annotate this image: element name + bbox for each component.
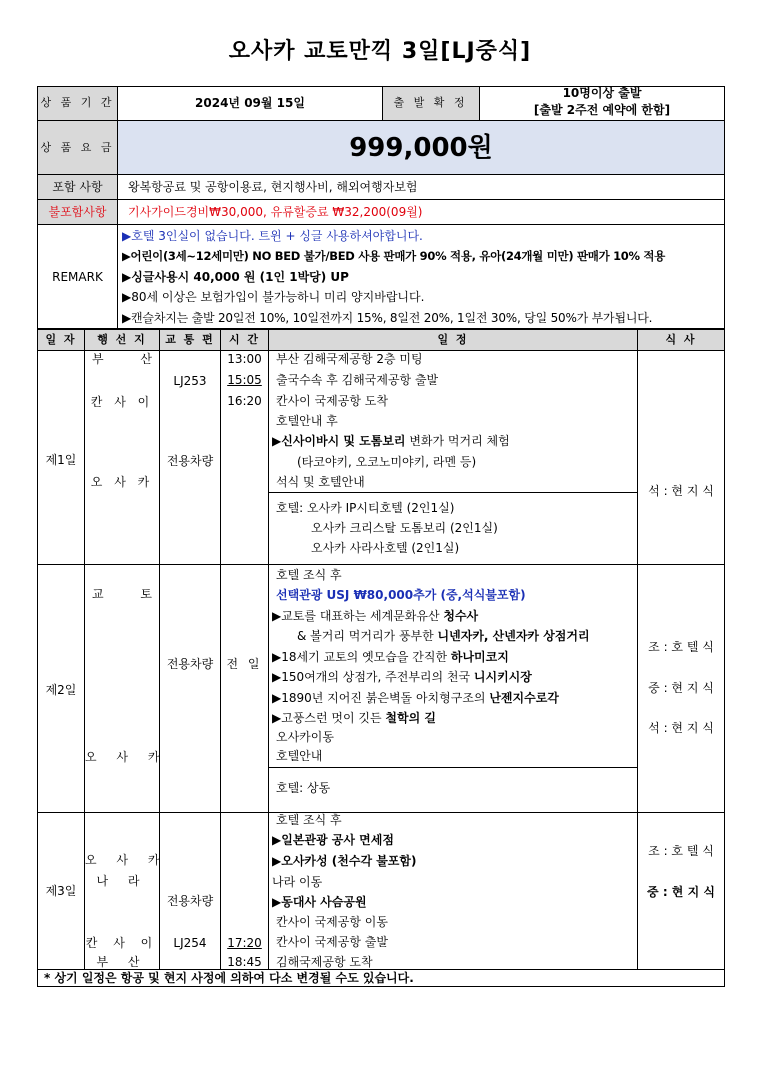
day1-line6: (타코야키, 오코노미야키, 라멘 등) [297, 455, 477, 469]
day1-place2: 칸 사 이 [90, 395, 154, 409]
day3-line8: 김해국제공항 도착 [276, 955, 373, 969]
period-label: 상 품 기 간 [40, 96, 115, 109]
day2-line3: ▶교토를 대표하는 세계문화유산 청수사 [272, 609, 479, 623]
day2-transport: 전용차량 [166, 657, 214, 671]
day2-line4: & 볼거리 먹거리가 풍부한 니넨자카, 산넨자카 상점거리 [297, 629, 590, 643]
day3-line2: ▶일본관광 공사 면세점 [272, 833, 394, 847]
day3-transport: 전용차량 [166, 894, 214, 908]
day1-line7: 석식 및 호텔안내 [276, 475, 365, 489]
remark-1: ▶호텔 3인실이 없습니다. 트윈 + 싱글 사용하셔야합니다. [122, 229, 423, 243]
remark-5: ▶캔슬차지는 출발 20일전 10%, 10일전까지 15%, 8일전 20%, 1일전 30%, 당일 50%가 부가됩니다. [122, 311, 653, 325]
day2-line6: ▶150여개의 상점가, 주전부리의 천국 니시키시장 [272, 670, 532, 684]
day1-hotel1: 호텔: 오사카 IP시티호텔 (2인1실) [276, 501, 455, 515]
day2-line5: ▶18세기 교토의 옛모습을 간직한 하나미코지 [272, 650, 509, 664]
day2-line9: 오사카이동 [276, 730, 334, 744]
day2-meal2: 중 : 현 지 식 [648, 681, 714, 695]
header-time: 시 간 [228, 333, 261, 346]
price-value: 999,000원 [349, 133, 493, 163]
included-value: 왕복항공료 및 공항이용료, 현지행사비, 해외여행자보험 [128, 180, 418, 194]
day3-place3: 칸 사 이 [85, 936, 159, 950]
day3-line7: 칸사이 국제공항 출발 [276, 935, 388, 949]
day2-line2: 선택관광 USJ ₩80,000추가 (중,석식불포함) [276, 588, 526, 602]
header-day: 일 자 [45, 333, 77, 346]
day1-time1: 13:00 [227, 352, 262, 366]
day1-line3: 칸사이 국제공항 도착 [276, 394, 388, 408]
day1-transport: 전용차량 [166, 454, 214, 468]
day3-place4: 부 산 [96, 955, 148, 969]
remark-label: REMARK [52, 270, 103, 284]
day1-time2: 15:05 [227, 373, 262, 387]
confirm-label: 출 발 확 정 [393, 96, 468, 109]
day3-time1: 17:20 [227, 936, 262, 950]
excluded-value: 기사가이드경비₩30,000, 유류할증료 ₩32,200(09월) [128, 205, 423, 219]
day3-place1: 오 사 카 [85, 853, 168, 867]
day1-line5: ▶신사이바시 및 도톰보리 변화가 먹거리 체험 [272, 434, 510, 448]
period-value: 2024년 09월 15일 [195, 96, 305, 110]
day1-line4: 호텔안내 후 [276, 414, 338, 428]
footer-note: * 상기 일정은 항공 및 현지 사정에 의하여 다소 변경될 수도 있습니다. [44, 971, 414, 985]
day3-time2: 18:45 [227, 955, 262, 969]
day3-line3: ▶오사카성 (천수각 불포함) [272, 854, 417, 868]
remark-3: ▶싱글사용시 40,000 원 (1인 1박당) UP [122, 270, 349, 284]
header-itinerary: 일 정 [437, 333, 469, 346]
day2-place2: 오 사 카 [85, 750, 168, 764]
day2-time: 전 일 [226, 657, 263, 671]
day1-line2: 출국수속 후 김해국제공항 출발 [276, 373, 439, 387]
day3-line6: 칸사이 국제공항 이동 [276, 915, 388, 929]
day1-meal: 석 : 현 지 식 [648, 484, 714, 498]
day3-label: 제3일 [45, 884, 77, 898]
day2-line8: ▶고풍스런 멋이 깃든 철학의 길 [272, 711, 436, 725]
day1-hotel3: 오사카 사라사호텔 (2인1실) [311, 541, 460, 555]
day1-place3: 오 사 카 [90, 475, 154, 489]
day1-label: 제1일 [45, 453, 77, 467]
header-place: 행 선 지 [97, 333, 147, 346]
remark-2: ▶어린이(3세~12세미만) NO BED 불가/BED 사용 판매가 90% 적용, 유아(24개월 미만) 판매가 10% 적용 [122, 249, 666, 263]
confirm-line1: 10명이상 출발 [562, 86, 642, 100]
day2-line7: ▶1890년 지어진 붉은벽돌 아치형구조의 난젠지수로각 [272, 691, 559, 705]
day1-line1: 부산 김해국제공항 2층 미팅 [276, 352, 423, 366]
remark-4: ▶80세 이상은 보험가입이 불가능하니 미리 양지바랍니다. [122, 290, 425, 304]
day3-meal2: 중 : 현 지 식 [647, 885, 715, 899]
confirm-line2: [출발 2주전 예약에 한함] [533, 103, 671, 117]
day2-place1: 교 토 [92, 587, 152, 601]
day2-line10: 호텔안내 [276, 749, 323, 763]
day3-line4: 나라 이동 [272, 875, 323, 889]
day3-line1: 호텔 조식 후 [276, 813, 342, 827]
header-transport: 교 통 편 [165, 333, 215, 346]
day2-meal1: 조 : 호 텔 식 [648, 640, 714, 654]
page-title: 오사카 교토만끽 3일[LJ중식] [228, 39, 532, 64]
day2-label: 제2일 [45, 683, 77, 697]
day3-flight: LJ254 [173, 936, 207, 950]
price-label: 상 품 요 금 [40, 141, 115, 154]
day1-time3: 16:20 [227, 394, 262, 408]
day1-flight: LJ253 [173, 374, 207, 388]
day3-line5: ▶동대사 사슴공원 [272, 895, 367, 909]
day2-hotel: 호텔: 상동 [276, 781, 331, 795]
included-label: 포함 사항 [52, 180, 103, 194]
day3-meal1: 조 : 호 텔 식 [648, 844, 714, 858]
day1-place1: 부 산 [92, 352, 152, 366]
day2-line1: 호텔 조식 후 [276, 568, 342, 582]
header-meal: 식 사 [665, 333, 697, 346]
day3-place2: 나 라 [96, 874, 148, 888]
excluded-label: 불포함사항 [48, 205, 107, 219]
day1-hotel2: 오사카 크리스탈 도톰보리 (2인1실) [311, 521, 498, 535]
day2-meal3: 석 : 현 지 식 [648, 721, 714, 735]
